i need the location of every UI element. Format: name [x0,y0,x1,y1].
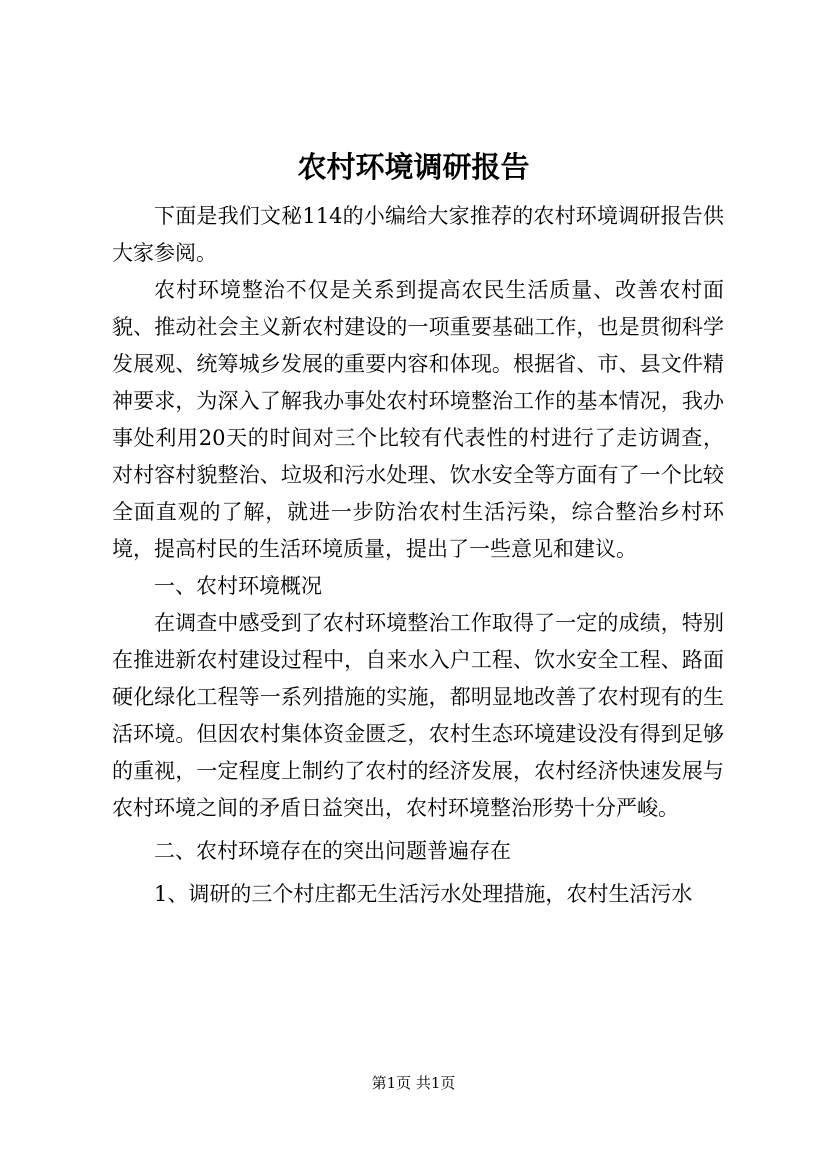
page-footer: 第1页 共1页 [371,1074,456,1092]
section-heading-problems: 二、农村环境存在的突出问题普遍存在 [154,839,511,863]
document-title: 农村环境调研报告 [297,150,530,184]
intro-paragraph: 下面是我们文秘114的小编给大家推荐的农村环境调研报告供大家参阅。 [112,204,724,265]
background-paragraph: 农村环境整治不仅是关系到提高农民生活质量、改善农村面貌、推动社会主义新农村建设的一项重要基础工作，也是贯彻科学发展观、统筹城乡发展的重要内容和体现。根据省、市、县文件精神要求，为深入了解我办事处农村环境整治工作的基本情况，我办事处利用20天的时间对三个比较有代表性的村进行了走访调查，对村容村貌整治、垃圾和污水处理、饮水安全等方面有了一个比较全面直观的了解，就进一步防治农村生活污染，综合整治乡村环境，提高村民的生活环境质量，提出了一些意见和建议。 [112,278,724,561]
document-body [112,198,724,913]
section-heading-overview: 一、农村环境概况 [154,574,322,598]
overview-paragraph: 在调查中感受到了农村环境整治工作取得了一定的成绩，特别在推进新农村建设过程中，自来水入户工程、饮水安全工程、路面硬化绿化工程等一系列措施的实施，都明显地改善了农村现有的生活环境。但因农村集体资金匮乏，农村生态环境建设没有得到足够的重视，一定程度上制约了农村的经济发展，农村经济快速发展与农村环境之间的矛盾日益突出，农村环境整治形势十分严峻。 [112,611,724,820]
problem-item-1: 1、调研的三个村庄都无生活污水处理措施，农村生活污水 [154,882,693,906]
